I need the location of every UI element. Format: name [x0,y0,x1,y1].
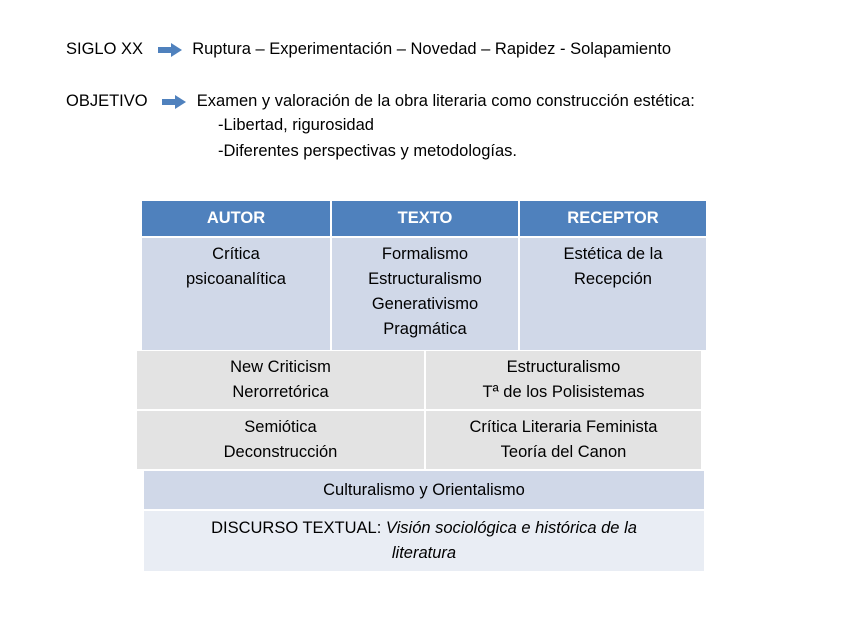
siglo-line [66,39,671,59]
header-receptor: RECEPTOR [518,201,706,236]
cell-row2-left [137,351,424,409]
right-arrow-icon [158,43,182,57]
cell-texto-line-3: Generativismo [371,295,479,313]
row2-right-line-1: Estructuralismo [506,358,621,376]
row2-left-line-1: New Criticism [230,358,331,376]
discurso-label: DISCURSO TEXTUAL: [211,519,386,537]
discurso-line-1 [211,516,637,541]
objetivo-item-2: -Diferentes perspectivas y metodologías. [218,142,517,160]
header-autor: AUTOR [142,201,330,236]
cell-receptor-line-1: Estética de la [563,245,663,263]
cell-culturalismo: Culturalismo y Orientalismo [144,471,704,509]
cell-autor [142,238,330,350]
row2-left-line-2: Nerorretórica [232,383,329,401]
cell-receptor [518,238,706,350]
cell-texto-line-1: Formalismo [381,245,469,263]
discurso-italic-1: Visión sociológica e histórica de la [385,519,637,537]
cell-autor-line-1: Crítica [212,245,260,263]
row3-left-line-2: Deconstrucción [223,443,338,461]
cell-texto-line-2: Estructuralismo [368,270,482,288]
row3-left-line-1: Semiótica [244,418,317,436]
objetivo-text: Examen y valoración de la obra literaria como construcción estética: [196,92,695,110]
cell-texto [330,238,518,350]
cell-row2-right [426,351,701,409]
siglo-label: SIGLO XX [66,40,144,58]
objetivo-item-1: -Libertad, rigurosidad [218,116,374,134]
row3-right-line-2: Teoría del Canon [500,443,627,461]
right-arrow-icon [162,95,186,109]
cell-autor-line-2: psicoanalítica [186,270,286,288]
objetivo-label: OBJETIVO [66,92,148,110]
cell-row3-right [426,411,701,469]
siglo-text: Ruptura – Experimentación – Novedad – Rapidez - Solapamiento [192,40,672,58]
cell-receptor-line-2: Recepción [574,270,652,288]
header-texto: TEXTO [330,201,518,236]
cell-row3-left [137,411,424,469]
objetivo-line [66,91,695,111]
row2-right-line-2: Tª de los Polisistemas [482,383,645,401]
cell-discurso-textual [144,511,704,571]
discurso-italic-2: literatura [391,544,457,562]
row3-right-line-1: Crítica Literaria Feminista [469,418,658,436]
cell-texto-line-4: Pragmática [383,320,467,338]
